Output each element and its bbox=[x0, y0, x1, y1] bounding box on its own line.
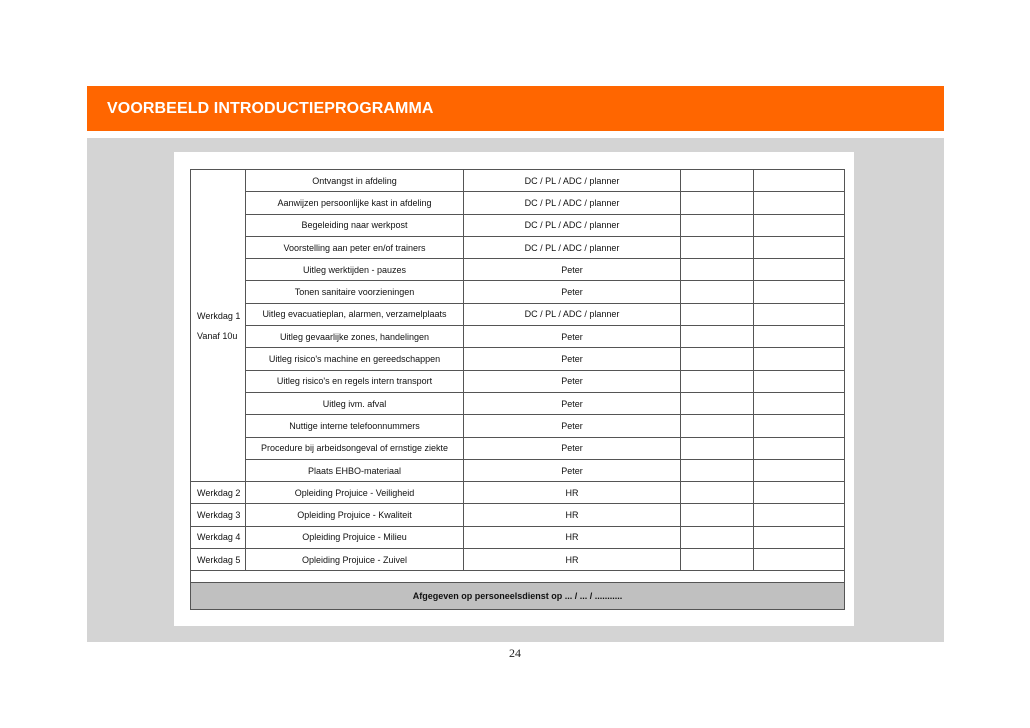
submission-note: Afgegeven op personeelsdienst op ... / ... / ........... bbox=[191, 583, 845, 610]
responsible-cell: Peter bbox=[464, 259, 681, 281]
empty-cell bbox=[754, 281, 845, 303]
empty-cell bbox=[681, 281, 754, 303]
empty-cell bbox=[754, 504, 845, 526]
table-row bbox=[191, 348, 845, 370]
empty-cell bbox=[681, 348, 754, 370]
activity-cell: Uitleg ivm. afval bbox=[246, 392, 464, 414]
activity-cell: Ontvangst in afdeling bbox=[246, 170, 464, 192]
empty-cell bbox=[681, 504, 754, 526]
table-row bbox=[191, 192, 845, 214]
table-row bbox=[191, 326, 845, 348]
empty-cell bbox=[754, 236, 845, 258]
empty-cell bbox=[754, 526, 845, 548]
responsible-cell: Peter bbox=[464, 415, 681, 437]
empty-cell bbox=[681, 192, 754, 214]
activity-cell: Plaats EHBO-materiaal bbox=[246, 459, 464, 481]
table-row bbox=[191, 236, 845, 258]
empty-cell bbox=[681, 549, 754, 571]
activity-cell: Opleiding Projuice - Kwaliteit bbox=[246, 504, 464, 526]
day-label: Werkdag 1 bbox=[197, 310, 241, 321]
table-row bbox=[191, 303, 845, 325]
activity-cell: Opleiding Projuice - Milieu bbox=[246, 526, 464, 548]
introduction-schedule-table bbox=[190, 169, 845, 610]
empty-cell bbox=[681, 415, 754, 437]
responsible-cell: DC / PL / ADC / planner bbox=[464, 214, 681, 236]
empty-cell bbox=[754, 259, 845, 281]
spacer-cell bbox=[191, 571, 845, 583]
empty-cell bbox=[681, 170, 754, 192]
day-start-time: Vanaf 10u bbox=[197, 330, 238, 341]
empty-cell bbox=[754, 459, 845, 481]
activity-cell: Begeleiding naar werkpost bbox=[246, 214, 464, 236]
empty-cell bbox=[754, 326, 845, 348]
table-row bbox=[191, 526, 845, 548]
schedule-body bbox=[191, 170, 845, 610]
responsible-cell: HR bbox=[464, 549, 681, 571]
empty-cell bbox=[681, 214, 754, 236]
day-cell: Werkdag 5 bbox=[191, 549, 246, 571]
activity-cell: Voorstelling aan peter en/of trainers bbox=[246, 236, 464, 258]
empty-cell bbox=[681, 526, 754, 548]
table-row bbox=[191, 437, 845, 459]
empty-cell bbox=[681, 259, 754, 281]
empty-cell bbox=[681, 303, 754, 325]
table-row bbox=[191, 259, 845, 281]
table-row bbox=[191, 281, 845, 303]
page-number: 24 bbox=[509, 646, 521, 660]
empty-cell bbox=[681, 437, 754, 459]
empty-cell bbox=[754, 370, 845, 392]
empty-cell bbox=[754, 348, 845, 370]
activity-cell: Procedure bij arbeidsongeval of ernstige ziekte bbox=[246, 437, 464, 459]
empty-cell bbox=[754, 170, 845, 192]
empty-cell bbox=[681, 370, 754, 392]
empty-cell bbox=[754, 549, 845, 571]
day-cell-werkdag-1 bbox=[191, 170, 246, 482]
table-row bbox=[191, 415, 845, 437]
activity-cell: Uitleg risico's en regels intern transport bbox=[246, 370, 464, 392]
responsible-cell: DC / PL / ADC / planner bbox=[464, 303, 681, 325]
activity-cell: Uitleg werktijden - pauzes bbox=[246, 259, 464, 281]
empty-cell bbox=[681, 459, 754, 481]
table-row bbox=[191, 214, 845, 236]
responsible-cell: DC / PL / ADC / planner bbox=[464, 170, 681, 192]
empty-cell bbox=[681, 326, 754, 348]
table-row bbox=[191, 370, 845, 392]
day-cell: Werkdag 3 bbox=[191, 504, 246, 526]
responsible-cell: Peter bbox=[464, 348, 681, 370]
empty-cell bbox=[681, 392, 754, 414]
page-title: VOORBEELD INTRODUCTIEPROGRAMMA bbox=[107, 99, 434, 117]
responsible-cell: Peter bbox=[464, 370, 681, 392]
responsible-cell: HR bbox=[464, 482, 681, 504]
responsible-cell: Peter bbox=[464, 437, 681, 459]
table-footer-row bbox=[191, 583, 845, 610]
responsible-cell: Peter bbox=[464, 392, 681, 414]
activity-cell: Opleiding Projuice - Zuivel bbox=[246, 549, 464, 571]
table-row bbox=[191, 392, 845, 414]
activity-cell: Aanwijzen persoonlijke kast in afdeling bbox=[246, 192, 464, 214]
responsible-cell: HR bbox=[464, 526, 681, 548]
table-row bbox=[191, 459, 845, 481]
responsible-cell: Peter bbox=[464, 459, 681, 481]
table-spacer bbox=[191, 571, 845, 583]
empty-cell bbox=[681, 482, 754, 504]
empty-cell bbox=[754, 303, 845, 325]
table-row bbox=[191, 170, 845, 192]
empty-cell bbox=[754, 437, 845, 459]
day-cell: Werkdag 2 bbox=[191, 482, 246, 504]
day-cell: Werkdag 4 bbox=[191, 526, 246, 548]
empty-cell bbox=[754, 482, 845, 504]
title-banner bbox=[87, 86, 944, 131]
empty-cell bbox=[754, 192, 845, 214]
activity-cell: Tonen sanitaire voorzieningen bbox=[246, 281, 464, 303]
empty-cell bbox=[681, 236, 754, 258]
empty-cell bbox=[754, 392, 845, 414]
responsible-cell: DC / PL / ADC / planner bbox=[464, 192, 681, 214]
empty-cell bbox=[754, 214, 845, 236]
table-row bbox=[191, 482, 845, 504]
empty-cell bbox=[754, 415, 845, 437]
activity-cell: Opleiding Projuice - Veiligheid bbox=[246, 482, 464, 504]
activity-cell: Uitleg evacuatieplan, alarmen, verzamelplaats bbox=[246, 303, 464, 325]
activity-cell: Nuttige interne telefoonnummers bbox=[246, 415, 464, 437]
activity-cell: Uitleg gevaarlijke zones, handelingen bbox=[246, 326, 464, 348]
responsible-cell: HR bbox=[464, 504, 681, 526]
responsible-cell: DC / PL / ADC / planner bbox=[464, 236, 681, 258]
table-row bbox=[191, 549, 845, 571]
activity-cell: Uitleg risico's machine en gereedschappen bbox=[246, 348, 464, 370]
responsible-cell: Peter bbox=[464, 326, 681, 348]
responsible-cell: Peter bbox=[464, 281, 681, 303]
table-row bbox=[191, 504, 845, 526]
